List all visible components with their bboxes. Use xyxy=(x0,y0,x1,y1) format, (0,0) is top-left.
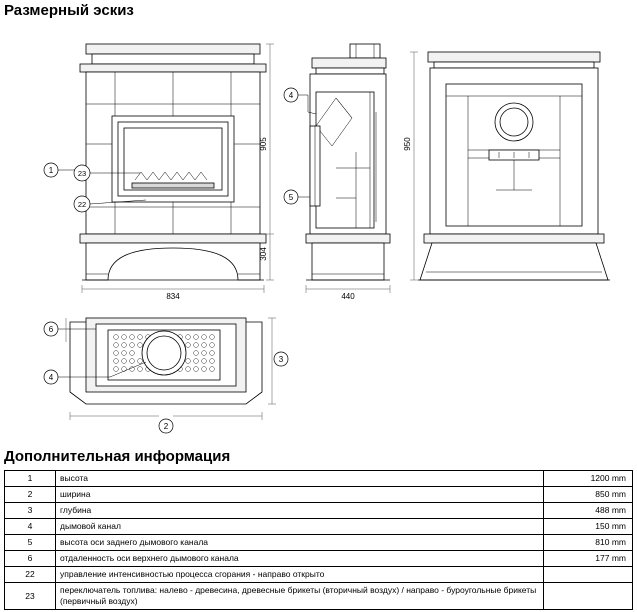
callout-front-1: 1 xyxy=(48,166,54,175)
row-number: 5 xyxy=(5,535,56,551)
row-value: 850 mm xyxy=(544,487,633,503)
callout-top-6: 6 xyxy=(48,325,54,334)
row-description: глубина xyxy=(56,503,544,519)
row-value: 810 mm xyxy=(544,535,633,551)
front-view-drawing xyxy=(44,44,274,301)
callout-side-5: 5 xyxy=(288,193,294,202)
page-title-dimensional: Размерный эскиз xyxy=(4,2,134,19)
row-number: 3 xyxy=(5,503,56,519)
row-number: 6 xyxy=(5,551,56,567)
side-view-drawing xyxy=(284,44,390,301)
callout-top-3: 3 xyxy=(278,355,284,364)
table-row xyxy=(5,551,633,567)
row-number: 1 xyxy=(5,471,56,487)
table-row xyxy=(5,471,633,487)
table-row xyxy=(5,503,633,519)
row-number: 23 xyxy=(5,583,56,610)
row-value: 177 mm xyxy=(544,551,633,567)
row-description: дымовой канал xyxy=(56,519,544,535)
callout-top-4: 4 xyxy=(48,373,54,382)
row-value xyxy=(544,583,633,610)
row-number: 22 xyxy=(5,567,56,583)
table-row xyxy=(5,487,633,503)
callout-front-23: 23 xyxy=(77,169,87,178)
table-row xyxy=(5,519,633,535)
row-description: переключатель топлива: налево - древесина, древесные брикеты (вторичный воздух) / направо - буроугольные брикеты (первичный воздух) xyxy=(56,583,544,610)
dim-side-width: 440 xyxy=(341,292,355,301)
row-description: высота оси заднего дымового канала xyxy=(56,535,544,551)
technical-drawing xyxy=(0,22,637,442)
row-number: 2 xyxy=(5,487,56,503)
dim-back-height: 950 xyxy=(403,137,412,151)
callout-top-2: 2 xyxy=(163,422,169,431)
row-description: управление интенсивностью процесса сгорания - направо открыто xyxy=(56,567,544,583)
dim-front-height: 905 xyxy=(259,137,268,151)
dim-front-width: 834 xyxy=(166,292,180,301)
row-description: ширина xyxy=(56,487,544,503)
callout-front-22: 22 xyxy=(77,200,87,209)
top-view-drawing xyxy=(44,318,288,433)
additional-info-table xyxy=(4,470,633,610)
page-title-additional: Дополнительная информация xyxy=(4,448,231,465)
table-row xyxy=(5,535,633,551)
row-value: 1200 mm xyxy=(544,471,633,487)
row-value: 150 mm xyxy=(544,519,633,535)
row-value xyxy=(544,567,633,583)
row-description: отдаленность оси верхнего дымового канала xyxy=(56,551,544,567)
row-value: 488 mm xyxy=(544,503,633,519)
back-view-drawing xyxy=(403,52,610,280)
row-description: высота xyxy=(56,471,544,487)
callout-side-4: 4 xyxy=(288,91,294,100)
row-number: 4 xyxy=(5,519,56,535)
table-row xyxy=(5,567,633,583)
dim-front-base-height: 304 xyxy=(259,247,268,261)
table-row xyxy=(5,583,633,610)
